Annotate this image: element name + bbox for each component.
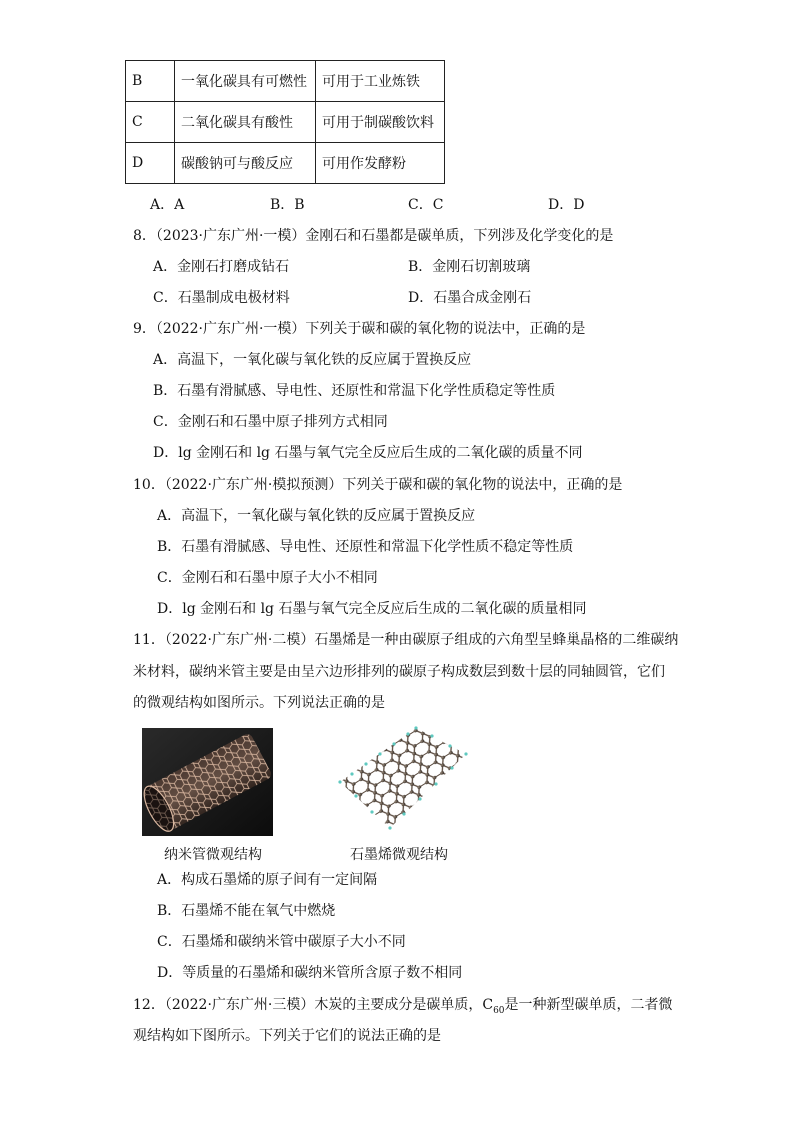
question-12-stem-line: 观结构如下图所示。下列关于它们的说法正确的是 <box>133 1028 441 1044</box>
question-11-option-c: C．石墨烯和碳纳米管中碳原子大小不同 <box>157 934 406 950</box>
question-12-stem-line <box>133 995 673 1021</box>
c60-subscript: 60 <box>493 1005 505 1016</box>
question-9-option-b: B．石墨有滑腻感、导电性、还原性和常温下化学性质稳定等性质 <box>153 383 556 399</box>
question-11-option-a: A．构成石墨烯的原子间有一定间隔 <box>157 872 378 888</box>
question-10-stem: 10．（2022·广东广州·模拟预测）下列关于碳和碳的氧化物的说法中，正确的是 <box>133 477 623 493</box>
nanotube-caption: 纳米管微观结构 <box>164 847 262 863</box>
question-10-option-d: D．lg 金刚石和 lg 石墨与氧气完全反应后生成的二氧化碳的质量相同 <box>157 601 587 617</box>
answer-choice: C．C <box>408 197 444 213</box>
question-9-option-a: A．高温下，一氧化碳与氧化铁的反应属于置换反应 <box>153 352 472 368</box>
q7-answer-choices <box>150 194 650 214</box>
question-9-option-c: C．金刚石和石墨中原子排列方式相同 <box>153 414 388 430</box>
nanotube-structure-image <box>142 728 273 836</box>
question-11-figures <box>142 728 482 868</box>
question-9-stem: 9．（2022·广东广州·一模）下列关于碳和碳的氧化物的说法中，正确的是 <box>133 321 586 337</box>
question-10-option-a: A．高温下，一氧化碳与氧化铁的反应属于置换反应 <box>157 508 476 524</box>
table-cell-fact: 二氧化碳具有酸性 <box>175 102 316 143</box>
option-table <box>125 60 445 184</box>
table-row <box>126 102 445 143</box>
question-8-stem: 8．（2023·广东广州·一模）金刚石和石墨都是碳单质，下列涉及化学变化的是 <box>133 228 614 244</box>
question-8-option-b: B．金刚石切割玻璃 <box>408 259 531 275</box>
graphene-caption: 石墨烯微观结构 <box>350 847 448 863</box>
table-cell-use: 可用于制碳酸饮料 <box>316 102 445 143</box>
table-cell-use: 可用作发酵粉 <box>316 143 445 184</box>
table-cell-fact: 一氧化碳具有可燃性 <box>175 61 316 102</box>
table-cell-label: C <box>126 102 175 143</box>
question-11-stem-line: 的微观结构如图所示。下列说法正确的是 <box>133 695 385 711</box>
answer-choice: D．D <box>548 197 585 213</box>
table-cell-fact: 碳酸钠可与酸反应 <box>175 143 316 184</box>
question-10-option-c: C．金刚石和石墨中原子大小不相同 <box>157 570 378 586</box>
table-cell-label: B <box>126 61 175 102</box>
answer-choice: A．A <box>150 197 185 213</box>
question-8-option-a: A．金刚石打磨成钻石 <box>153 259 290 275</box>
question-12-stem-text: 12．（2022·广东广州·三模）木炭的主要成分是碳单质，C <box>133 997 494 1013</box>
table-cell-label: D <box>126 143 175 184</box>
question-8-option-d: D．石墨合成金刚石 <box>408 290 532 306</box>
question-11-option-b: B．石墨烯不能在氧气中燃烧 <box>157 903 336 919</box>
table-row <box>126 143 445 184</box>
question-10-option-b: B．石墨有滑腻感、导电性、还原性和常温下化学性质不稳定等性质 <box>157 539 574 555</box>
question-8-option-c: C．石墨制成电极材料 <box>153 290 290 306</box>
answer-choice: B．B <box>270 197 305 213</box>
question-11-stem-line: 米材料，碳纳米管主要是由呈六边形排列的碳原子构成数层到数十层的同轴圆管，它们 <box>133 664 665 680</box>
table-cell-use: 可用于工业炼铁 <box>316 61 445 102</box>
question-9-option-d: D．lg 金刚石和 lg 石墨与氧气完全反应后生成的二氧化碳的质量不同 <box>153 445 583 461</box>
graphene-structure-image <box>332 724 472 834</box>
question-11-option-d: D．等质量的石墨烯和碳纳米管所含原子数不相同 <box>157 965 463 981</box>
question-11-stem-line: 11．（2022·广东广州·二模）石墨烯是一种由碳原子组成的六角型呈蜂巢晶格的二维碳纳 <box>133 632 679 648</box>
question-12-stem-text: 是一种新型碳单质，二者微 <box>504 997 673 1013</box>
table-row <box>126 61 445 102</box>
